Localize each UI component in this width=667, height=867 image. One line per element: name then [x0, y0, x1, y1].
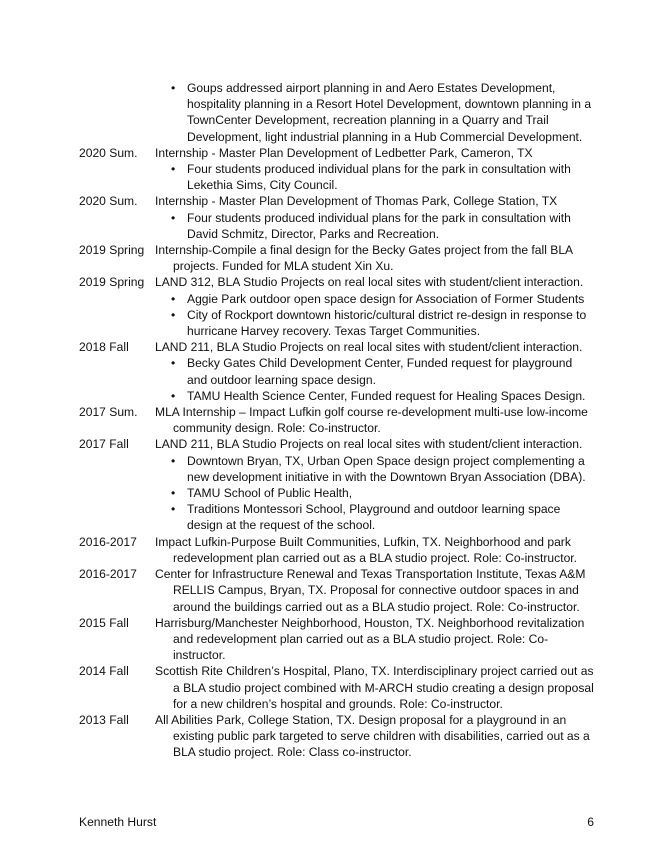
bullet-text: TAMU Health Science Center, Funded request for Healing Spaces Design. [187, 388, 586, 403]
bullet-dot-icon: • [171, 486, 176, 501]
entry-description: LAND 211, BLA Studio Projects on real local sites with student/client interaction. [155, 437, 583, 452]
bullet-text: Becky Gates Child Development Center, Funded request for playground and outdoor learning space design. [187, 356, 573, 387]
project-entry [79, 566, 594, 615]
entry-bullet-list [79, 210, 594, 242]
entry-description: Center for Infrastructure Renewal and Texas Transportation Institute, Texas A&M RELLIS Campus, Bryan, TX. Proposal for connective outdoor spaces in and around the buildings carried out as a BLA studio project. Role: Co-instructor. [155, 567, 586, 614]
entry-description: LAND 211, BLA Studio Projects on real local sites with student/client interaction. [155, 340, 583, 355]
bullet-item [79, 355, 594, 387]
entry-year: 2016-2017 [79, 534, 137, 549]
entry-description: All Abilities Park, College Station, TX. Design proposal for a playground in an existing public park targeted to serve children with disabilities, carried out as a BLA studio project. Role: Class co-instructor. [155, 712, 590, 760]
project-entry [79, 193, 594, 242]
entry-year: 2014 Fall [79, 664, 129, 679]
entry-bullet-list [79, 291, 594, 340]
project-entry [79, 145, 594, 194]
project-entry [79, 712, 594, 761]
bullet-dot-icon: • [171, 162, 176, 177]
bullet-item [79, 453, 594, 485]
bullet-dot-icon: • [171, 388, 176, 403]
entry-year: 2019 Spring [79, 275, 145, 290]
entry-bullet-list [79, 453, 594, 534]
entry-description: Harrisburg/Manchester Neighborhood, Houston, TX. Neighborhood revitalization and redevelopment plan carried out as a BLA studio project. Role: Co-instructor. [155, 615, 585, 663]
bullet-text: Aggie Park outdoor open space design for Association of Former Students [187, 291, 585, 306]
entry-year: 2020 Sum. [79, 194, 138, 209]
entry-description: LAND 312, BLA Studio Projects on real local sites with student/client interaction. [155, 275, 584, 290]
bullet-text: Four students produced individual plans for the park in consultation with Lekethia Sims, City Council. [187, 162, 571, 193]
entry-year: 2013 Fall [79, 712, 129, 727]
bullet-text: Four students produced individual plans for the park in consultation with David Schmitz, Director, Parks and Recreation. [187, 210, 571, 241]
bullet-text: TAMU School of Public Health, [187, 486, 353, 501]
bullet-dot-icon: • [171, 356, 176, 371]
project-entry [79, 339, 594, 404]
bullet-item [79, 210, 594, 242]
entry-description: Internship - Master Plan Development of Ledbetter Park, Cameron, TX [155, 145, 533, 160]
entry-year: 2016-2017 [79, 567, 137, 582]
entry-year: 2017 Fall [79, 437, 129, 452]
bullet-dot-icon: • [171, 210, 176, 225]
bullet-dot-icon: • [171, 81, 176, 95]
bullet-text: Traditions Montessori School, Playground and outdoor learning space design at the request of the school. [187, 502, 561, 533]
project-entry [79, 663, 594, 712]
bullet-dot-icon: • [171, 502, 176, 517]
footer-author-name: Kenneth Hurst [79, 815, 157, 829]
project-entry [79, 436, 594, 533]
intro-bullet-list [79, 80, 594, 145]
project-entry [79, 615, 594, 664]
entry-year: 2017 Sum. [79, 405, 138, 420]
bullet-item [79, 307, 594, 339]
bullet-text: Goups addressed airport planning in and Aero Estates Development, hospitality planning in a Resort Hotel Development, downtown planning in a TownCenter Development, recreation planning in a Quarry and Trail Development, light industrial planning in a Hub Commercial Development. [187, 81, 592, 144]
entries-container [79, 145, 594, 761]
bullet-item [79, 388, 594, 404]
page-footer [79, 814, 594, 830]
project-entry [79, 242, 594, 274]
entry-description: MLA Internship – Impact Lufkin golf course re-development multi-use low-income community design. Role: Co-instructor. [155, 405, 588, 436]
teaching-projects-list [79, 80, 594, 761]
project-entry [79, 274, 594, 339]
bullet-item [79, 291, 594, 307]
entry-description: Impact Lufkin-Purpose Built Communities, Lufkin, TX. Neighborhood and park redevelopment plan carried out as a BLA studio project. Role: Co-instructor. [155, 534, 578, 565]
entry-year: 2020 Sum. [79, 145, 138, 160]
entry-description: Scottish Rite Children’s Hospital, Plano, TX. Interdisciplinary project carried out as a BLA studio project combined with M-ARCH studio creating a design proposal for a new children’s hospital and grounds. Role: Co-instructor. [155, 664, 594, 711]
bullet-text: Downtown Bryan, TX, Urban Open Space design project complementing a new development initiative in with the Downtown Bryan Association (DBA). [187, 453, 586, 484]
bullet-item [79, 485, 594, 501]
bullet-item [79, 80, 594, 145]
entry-bullet-list [79, 161, 594, 193]
page-number: 6 [587, 815, 594, 829]
project-entry [79, 534, 594, 566]
entry-year: 2019 Spring [79, 243, 145, 258]
bullet-dot-icon: • [171, 453, 176, 468]
project-entry [79, 404, 594, 436]
bullet-text: City of Rockport downtown historic/cultural district re-design in response to hurricane Harvey recovery. Texas Target Communities. [187, 307, 587, 339]
entry-year: 2018 Fall [79, 340, 129, 355]
bullet-dot-icon: • [171, 291, 176, 306]
entry-bullet-list [79, 355, 594, 404]
entry-description: Internship-Compile a final design for the Becky Gates project from the fall BLA projects. Funded for MLA student Xin Xu. [155, 243, 573, 274]
entry-description: Internship - Master Plan Development of Thomas Park, College Station, TX [155, 194, 558, 209]
bullet-item [79, 161, 594, 193]
bullet-item [79, 501, 594, 533]
entry-year: 2015 Fall [79, 615, 129, 630]
bullet-dot-icon: • [171, 307, 176, 322]
